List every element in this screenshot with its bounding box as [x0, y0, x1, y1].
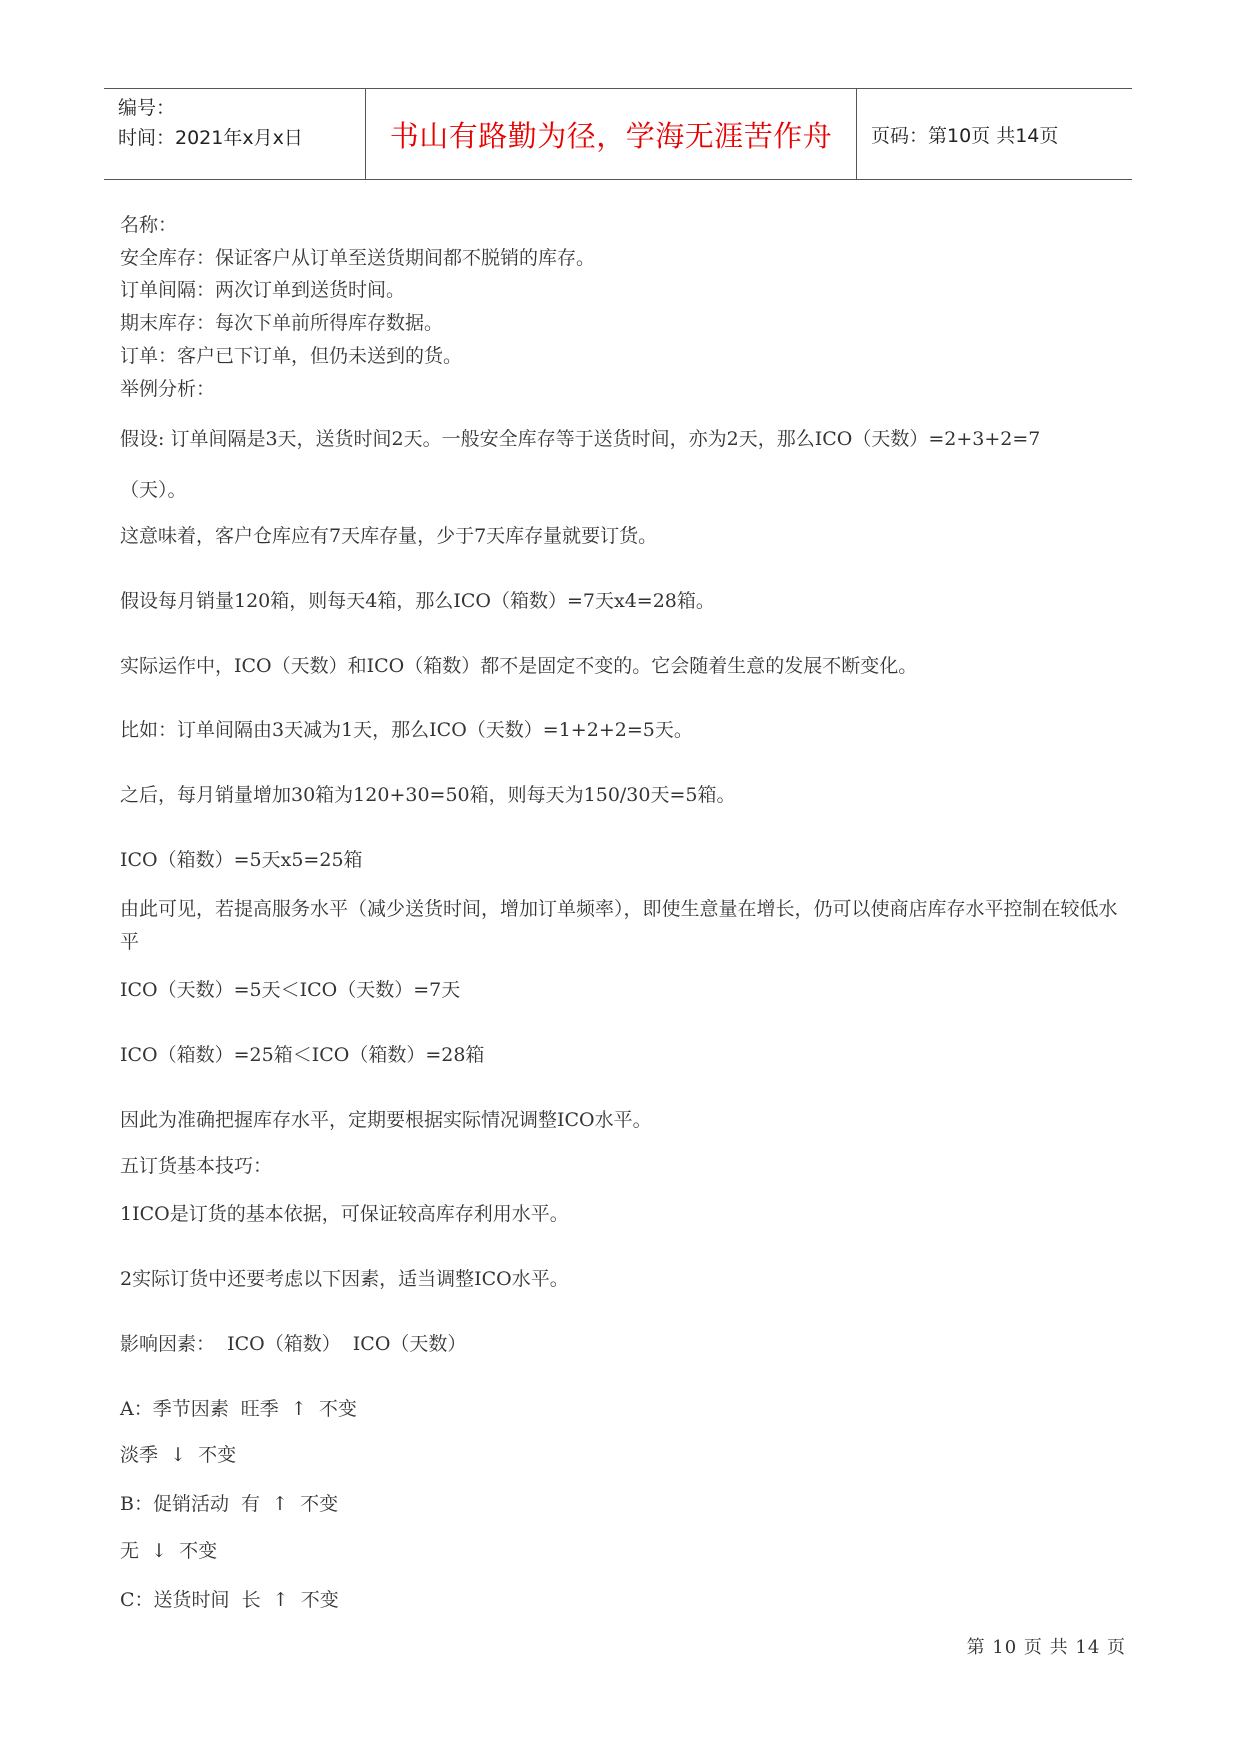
text-paragraph: 由此可见，若提高服务水平（减少送货时间，增加订单频率），即使生意量在增长，仍可以使商店库存水平控制在较低水平 [120, 898, 1118, 953]
text-line: B：促销活动 有 ↑ 不变 [120, 1493, 339, 1515]
text-line: 订单间隔：两次订单到送货时间。 [120, 279, 406, 301]
text-line: 这意味着，客户仓库应有7天库存量，少于7天库存量就要订货。 [120, 525, 658, 547]
page-header [104, 88, 1132, 180]
text-line: A：季节因素 旺季 ↑ 不变 [120, 1398, 357, 1420]
document-date: 时间：2021年x月x日 [118, 127, 303, 149]
document-number: 编号： [118, 97, 176, 119]
text-line: 订单：客户已下订单，但仍未送到的货。 [120, 345, 463, 367]
text-line: ICO（天数）=5天＜ICO（天数）=7天 [120, 979, 461, 1001]
text-line: 比如：订单间隔由3天减为1天，那么ICO（天数）=1+2+2=5天。 [120, 719, 693, 741]
text-line: 名称： [120, 214, 178, 236]
text-line: 影响因素： ICO（箱数） ICO（天数） [120, 1333, 467, 1355]
text-line: 无 ↓ 不变 [120, 1540, 218, 1562]
text-line: 五订货基本技巧： [120, 1155, 273, 1177]
text-line: 安全库存：保证客户从订单至送货期间都不脱销的库存。 [120, 247, 596, 269]
header-motto-cell [366, 89, 857, 179]
text-line: 淡季 ↓ 不变 [120, 1444, 237, 1466]
text-line: 假设每月销量120箱，则每天4箱，那么ICO（箱数）=7天x4=28箱。 [120, 590, 715, 612]
text-line: 1ICO是订货的基本依据，可保证较高库存利用水平。 [120, 1203, 569, 1225]
text-line: 2实际订货中还要考虑以下因素，适当调整ICO水平。 [120, 1268, 569, 1290]
text-line: ICO（箱数）=25箱＜ICO（箱数）=28箱 [120, 1044, 485, 1066]
text-line: 举例分析： [120, 378, 216, 400]
text-line: 因此为准确把握库存水平，定期要根据实际情况调整ICO水平。 [120, 1109, 652, 1131]
header-motto: 书山有路勤为径，学海无涯苦作舟 [389, 118, 833, 153]
text-line: C：送货时间 长 ↑ 不变 [120, 1589, 339, 1611]
text-line: ICO（箱数）=5天x5=25箱 [120, 849, 363, 871]
text-line: （天）。 [120, 479, 187, 501]
header-page-number: 页码：第10页 共14页 [871, 124, 1059, 147]
page-footer: 第 10 页 共 14 页 [966, 1637, 1126, 1658]
header-meta [104, 89, 366, 179]
text-line: 实际运作中，ICO（天数）和ICO（箱数）都不是固定不变的。它会随着生意的发展不断变化。 [120, 655, 918, 677]
header-page-cell [857, 89, 1132, 179]
text-line: 期末库存：每次下单前所得库存数据。 [120, 312, 444, 334]
text-line: 假设: 订单间隔是3天，送货时间2天。一般安全库存等于送货时间，亦为2天，那么ICO（天数）=2+3+2=7 [120, 428, 1041, 450]
text-line: 之后，每月销量增加30箱为120+30=50箱，则每天为150/30天=5箱。 [120, 784, 736, 806]
